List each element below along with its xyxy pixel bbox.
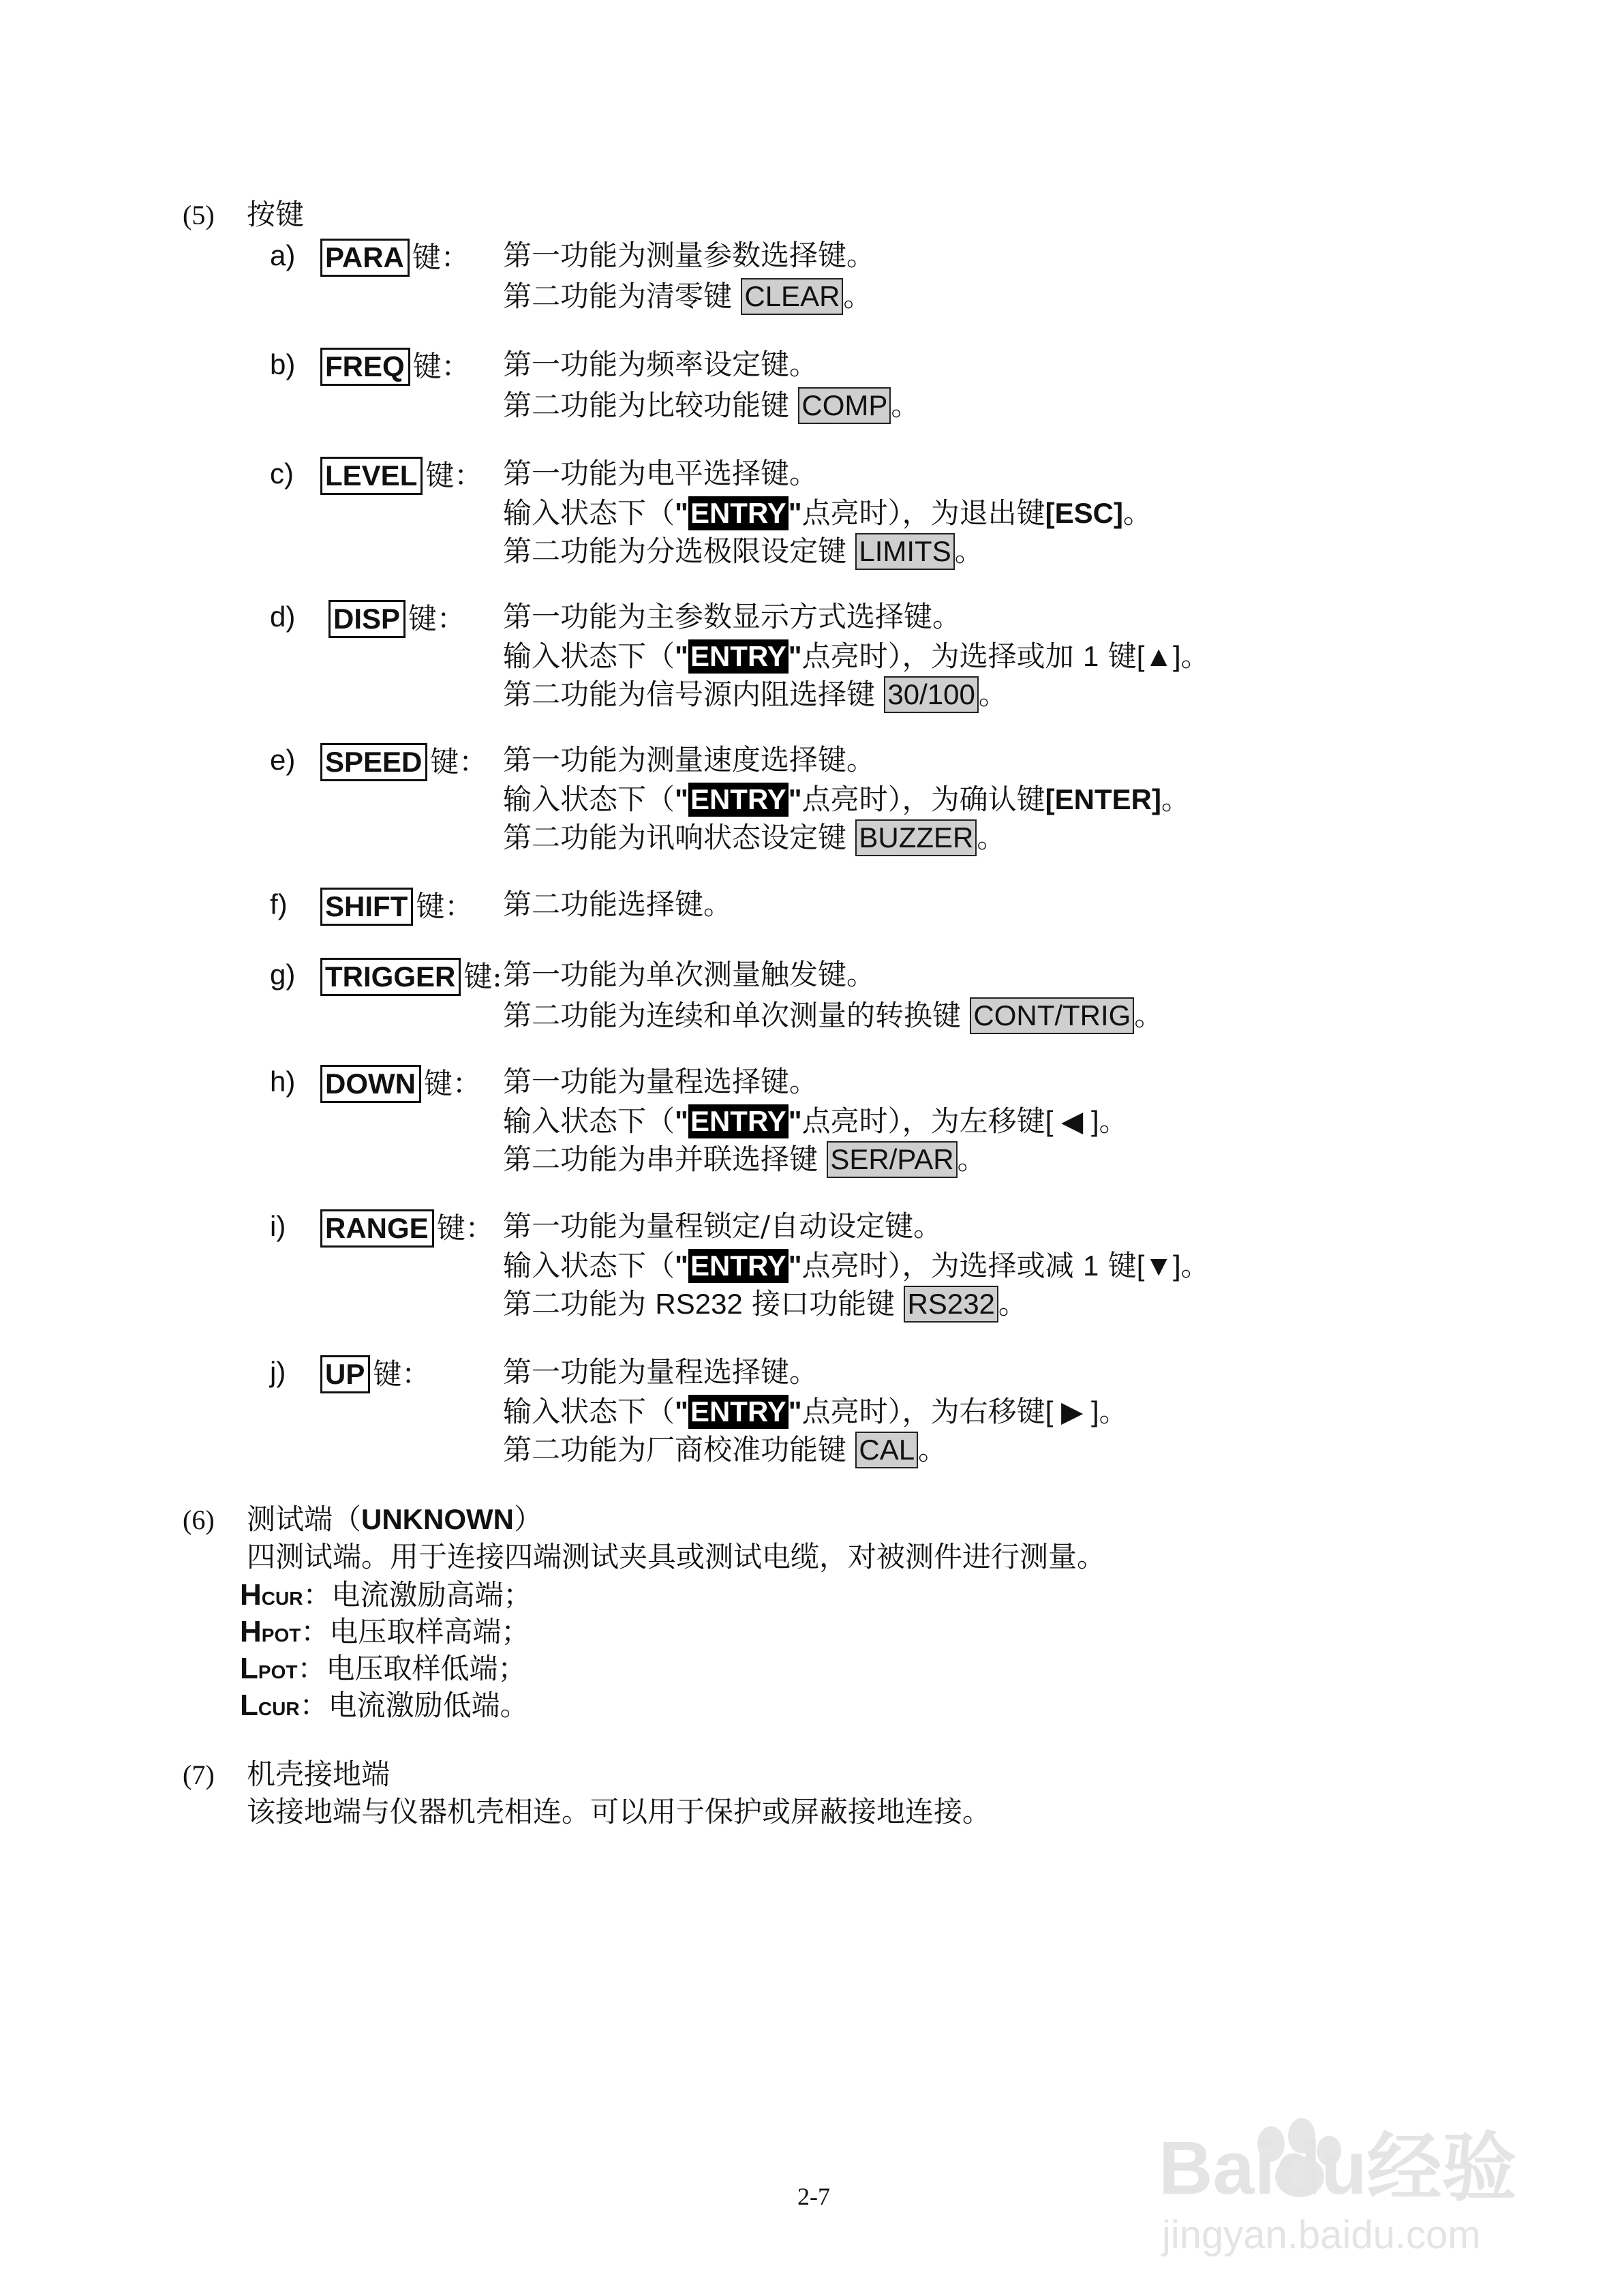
key-letter-5: f) (270, 888, 288, 920)
terminal-description: ：电流激励高端； (303, 1578, 532, 1612)
terminal-letter: H (240, 1615, 262, 1648)
key-suffix: 键： (430, 745, 488, 779)
terminal-item (240, 1654, 526, 1684)
section-6-title-text: 测试端（ (247, 1502, 362, 1536)
quote-mark: " (788, 497, 802, 529)
key-description-line (503, 1395, 1128, 1429)
key-letter-6: g) (270, 958, 296, 991)
key-name-box: DISP (328, 600, 406, 638)
inline-sans-text: [ ▶ ] (1045, 1395, 1099, 1428)
inline-sans-text: RS232 (655, 1288, 743, 1320)
inline-sans-text: [▲] (1136, 640, 1181, 672)
key-description-line (503, 1209, 943, 1243)
key-description-line (503, 1286, 1027, 1323)
key-description-line (503, 743, 876, 776)
description-text: 第二功能为清零键 (503, 280, 741, 313)
key-name-box: SHIFT (320, 888, 413, 926)
terminal-subscript: POT (261, 1625, 301, 1646)
key-description-line (503, 997, 1163, 1034)
quote-mark: " (788, 1250, 802, 1282)
key-letter-4: e) (270, 744, 296, 776)
key-name-box: SPEED (320, 743, 427, 781)
description-text: 第二功能为 (503, 1287, 656, 1320)
description-text: 输入状态下（ (503, 1249, 675, 1282)
key-label-2 (320, 457, 483, 495)
description-text: 输入状态下（ (503, 1395, 675, 1428)
watermark-logo: Baidu (1159, 2126, 1367, 2210)
section-6-title-end: ） (513, 1502, 542, 1536)
key-letter-2: c) (270, 457, 294, 489)
key-suffix: 键： (423, 1067, 481, 1100)
quote-mark: " (675, 1395, 688, 1428)
inline-sans-text: [▼] (1136, 1250, 1181, 1282)
key-description-line (503, 1249, 1210, 1283)
description-text: 。 (1134, 999, 1163, 1032)
section-6-description: 四测试端。用于连接四端测试夹具或测试电缆，对被测件进行测量。 (247, 1540, 1106, 1573)
key-letter-7: h) (270, 1066, 296, 1098)
entry-indicator: ENTRY (688, 1104, 789, 1138)
key-name-box: UP (320, 1355, 370, 1393)
description-text: 。 (957, 1143, 986, 1176)
key-description-line (503, 783, 1190, 817)
key-suffix: 键： (436, 1211, 494, 1245)
description-text: 。 (1180, 639, 1210, 673)
key-description-line (503, 819, 1005, 856)
terminal-description: ：电压取样低端； (297, 1652, 527, 1685)
second-function-key: CAL (855, 1432, 918, 1468)
description-text: 点亮时），为右移键 (801, 1395, 1045, 1428)
key-description-line (503, 350, 818, 379)
key-name-box: FREQ (320, 348, 410, 386)
key-description-line (503, 600, 962, 633)
description-text: 。 (998, 1287, 1027, 1320)
description-text: 。 (1161, 783, 1191, 816)
description-text: 。 (1099, 1104, 1128, 1138)
entry-indicator: ENTRY (688, 1395, 789, 1429)
description-text: 第一功能为电平选择键。 (503, 457, 818, 490)
entry-indicator: ENTRY (688, 639, 789, 674)
quote-mark: " (675, 640, 688, 672)
terminal-subscript: CUR (258, 1698, 300, 1719)
key-label-9 (320, 1355, 430, 1393)
section-6-title-unknown: UNKNOWN (361, 1503, 514, 1535)
key-description-line (503, 890, 732, 919)
terminal-item (240, 1580, 532, 1610)
key-description-line (503, 387, 919, 424)
description-text: 点亮时），为选择或加 (801, 639, 1084, 673)
description-text: 接口功能键 (742, 1287, 904, 1320)
key-letter-8: i) (270, 1210, 286, 1242)
description-text: 。 (954, 534, 983, 568)
description-text: 第二功能为分选极限设定键 (503, 534, 856, 568)
terminal-description: ：电流激励低端。 (299, 1689, 529, 1722)
key-label-4 (320, 743, 487, 781)
description-text: 第一功能为量程锁定/自动设定键。 (503, 1209, 943, 1243)
quote-mark: " (788, 640, 802, 672)
key-description-line (503, 278, 872, 315)
key-label-8 (320, 1209, 494, 1248)
key-description-line (503, 496, 1152, 530)
key-description-line (503, 1065, 818, 1098)
quote-mark: " (675, 1250, 688, 1282)
description-text: 点亮时），为选择或减 (801, 1249, 1084, 1282)
description-text: 输入状态下（ (503, 639, 675, 673)
description-text: 第一功能为主参数显示方式选择键。 (503, 600, 962, 633)
key-name-box: TRIGGER (320, 958, 461, 996)
description-text: 第一功能为量程选择键。 (503, 1355, 818, 1389)
description-text: 。 (1099, 1395, 1128, 1428)
description-text: 第二功能为比较功能键 (503, 389, 799, 422)
watermark-logo-text (1159, 2124, 1517, 2211)
key-description-line (503, 1432, 947, 1468)
description-text: 输入状态下（ (503, 1104, 675, 1138)
terminal-letter: H (240, 1578, 262, 1612)
key-description-line (503, 1141, 986, 1178)
key-suffix: 键： (412, 241, 470, 274)
description-text: 。 (918, 1433, 947, 1466)
description-text: 第二功能为讯响状态设定键 (503, 821, 856, 854)
quote-mark: " (788, 1395, 802, 1428)
description-text: 第一功能为测量速度选择键。 (503, 743, 876, 776)
key-label-6 (320, 958, 502, 996)
description-text: 第二功能为信号源内阻选择键 (503, 678, 885, 711)
second-function-key: COMP (798, 387, 891, 424)
description-text: 。 (1123, 496, 1152, 530)
description-text: 第二功能为连续和单次测量的转换键 (503, 999, 970, 1032)
key-description-line (503, 1355, 818, 1389)
description-text: 第二功能为厂商校准功能键 (503, 1433, 856, 1466)
description-text: 第二功能选择键。 (503, 888, 733, 921)
key-suffix: 键： (373, 1357, 431, 1391)
terminal-description: ：电压取样高端； (301, 1615, 530, 1648)
entry-indicator: ENTRY (688, 496, 789, 530)
description-text: 点亮时），为退出键 (801, 496, 1045, 530)
section-6-number: (6) (183, 1505, 215, 1535)
description-text: 。 (1180, 1249, 1210, 1282)
section-7-number: (7) (183, 1759, 215, 1790)
description-text: 点亮时），为左移键 (801, 1104, 1045, 1138)
second-function-key: CONT/TRIG (970, 997, 1134, 1034)
quote-mark: " (675, 1105, 688, 1137)
second-function-key: LIMITS (855, 533, 954, 570)
key-suffix: 键: (463, 960, 502, 993)
section-7-description: 该接地端与仪器机壳相连。可以用于保护或屏蔽接地连接。 (247, 1795, 992, 1828)
key-suffix: 键： (412, 350, 470, 383)
page-number: 2-7 (797, 2183, 830, 2210)
terminal-item (240, 1691, 529, 1721)
description-text: 键 (1099, 639, 1137, 673)
key-description-line (503, 459, 818, 488)
section-5-title: 按键 (247, 198, 305, 231)
watermark-url: jingyan.baidu.com (1162, 2213, 1481, 2257)
second-function-key: CLEAR (741, 278, 843, 315)
description-text: 。 (978, 678, 1007, 711)
quote-mark: " (675, 783, 688, 815)
description-text: 。 (891, 389, 920, 422)
key-letter-9: j) (270, 1356, 286, 1388)
key-description-line (503, 533, 983, 570)
key-name-box: DOWN (320, 1065, 421, 1103)
entry-indicator: ENTRY (688, 1249, 789, 1283)
key-label-1 (320, 348, 470, 386)
key-letter-0: a) (270, 239, 296, 271)
entry-indicator: ENTRY (688, 783, 789, 817)
inline-sans-text: 1 (1083, 640, 1099, 672)
terminal-letter: L (240, 1689, 258, 1722)
key-label-5 (320, 888, 473, 926)
second-function-key: 30/100 (884, 676, 978, 713)
terminal-subscript: CUR (261, 1588, 303, 1609)
section-5-number: (5) (183, 200, 215, 230)
quote-mark: " (675, 497, 688, 529)
second-function-key: BUZZER (855, 819, 977, 856)
key-description-line (503, 639, 1210, 674)
description-text: 输入状态下（ (503, 496, 675, 530)
key-description-line (503, 1104, 1128, 1138)
key-label-7 (320, 1065, 481, 1103)
terminal-subscript: POT (258, 1661, 298, 1682)
key-name-box: PARA (320, 239, 410, 277)
description-text: 第一功能为单次测量触发键。 (503, 958, 876, 991)
description-text: 第一功能为频率设定键。 (503, 348, 818, 381)
section-6-title (247, 1502, 542, 1536)
key-label-0 (320, 239, 470, 277)
terminal-letter: L (240, 1652, 258, 1685)
watermark-cn: 经验 (1366, 2124, 1517, 2211)
description-text: 第二功能为串并联选择键 (503, 1143, 827, 1176)
inline-sans-text: 1 (1083, 1250, 1099, 1282)
key-letter-1: b) (270, 348, 296, 380)
key-name-box: LEVEL (320, 457, 423, 495)
key-suffix: 键： (425, 459, 483, 492)
description-text: 。 (843, 280, 872, 313)
quote-mark: " (788, 1105, 802, 1137)
second-function-key: SER/PAR (827, 1141, 957, 1178)
second-function-key: RS232 (904, 1286, 998, 1323)
bracket-key: [ESC] (1045, 497, 1124, 529)
key-name-box: RANGE (320, 1209, 434, 1248)
description-text: 键 (1099, 1249, 1137, 1282)
key-letter-3: d) (270, 601, 296, 633)
key-label-3 (328, 600, 465, 638)
key-description-line (503, 958, 876, 991)
terminal-item (240, 1617, 530, 1647)
inline-sans-text: [ ◀ ] (1045, 1105, 1099, 1137)
description-text: 输入状态下（ (503, 783, 675, 816)
key-suffix: 键： (416, 890, 474, 923)
key-description-line (503, 676, 1007, 713)
description-text: 第一功能为量程选择键。 (503, 1065, 818, 1098)
description-text: 。 (977, 821, 1006, 854)
description-text: 第一功能为测量参数选择键。 (503, 239, 876, 272)
key-description-line (503, 241, 875, 270)
section-7-title: 机壳接地端 (247, 1757, 391, 1791)
key-suffix: 键： (408, 602, 466, 635)
quote-mark: " (788, 783, 802, 815)
bracket-key: [ENTER] (1045, 783, 1161, 815)
description-text: 点亮时），为确认键 (801, 783, 1045, 816)
